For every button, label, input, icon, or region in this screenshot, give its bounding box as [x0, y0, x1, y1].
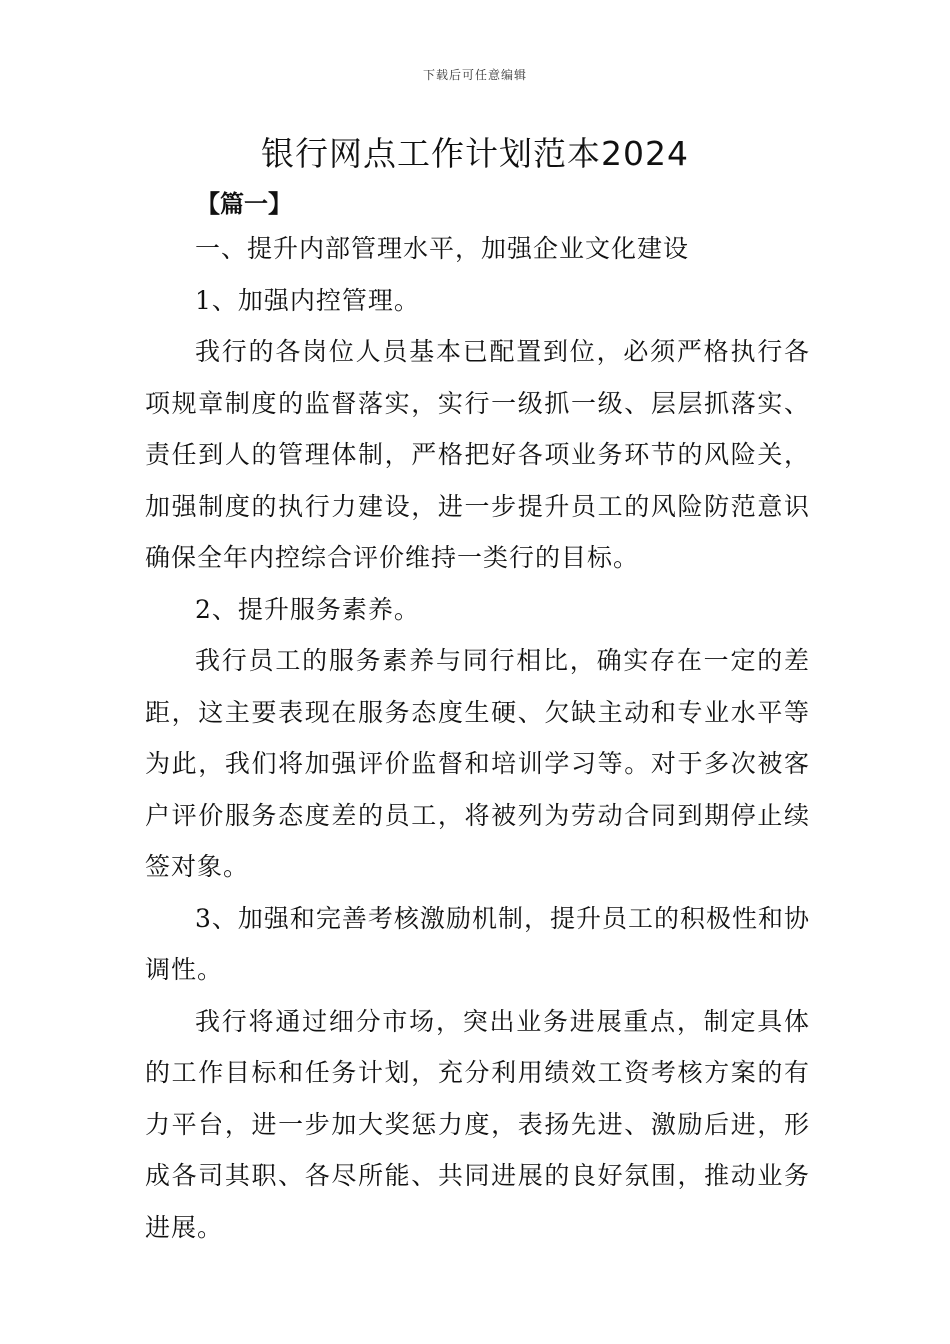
- heading-paragraph: 一、提升内部管理水平，加强企业文化建设: [195, 234, 690, 263]
- document-title: 银行网点工作计划范本2024: [261, 134, 689, 173]
- subheading-2: 2、提升服务素养。: [195, 594, 420, 624]
- document-body: [145, 223, 810, 1253]
- body-paragraph-3: 我行将通过细分市场，突出业务进展重点，制定具体的工作目标和任务计划，充分利用绩效工资考核方案的有力平台，进一步加大奖惩力度，表扬先进、激励后进，形成各司其职、各尽所能、共同进展的良好氛围，推动业务进展。: [145, 1006, 810, 1242]
- subheading-3: 3、加强和完善考核激励机制，提升员工的积极性和协调性。: [145, 903, 810, 984]
- header-note: 下载后可任意编辑: [422, 68, 527, 82]
- subheading-1: 1、加强内控管理。: [195, 285, 420, 315]
- body-paragraph-1: 我行的各岗位人员基本已配置到位，必须严格执行各项规章制度的监督落实，实行一级抓一级、层层抓落实、责任到人的管理体制，严格把好各项业务环节的风险关，加强制度的执行力建设，进一步提升员工的风险防范意识确保全年内控综合评价维持一类行的目标。: [145, 337, 810, 572]
- body-paragraph-2: 我行员工的服务素养与同行相比，确实存在一定的差距，这主要表现在服务态度生硬、欠缺主动和专业水平等为此，我们将加强评价监督和培训学习等。对于多次被客户评价服务态度差的员工，将被列为劳动合同到期停止续签对象。: [145, 646, 810, 881]
- section-label: 【篇一】: [196, 190, 292, 218]
